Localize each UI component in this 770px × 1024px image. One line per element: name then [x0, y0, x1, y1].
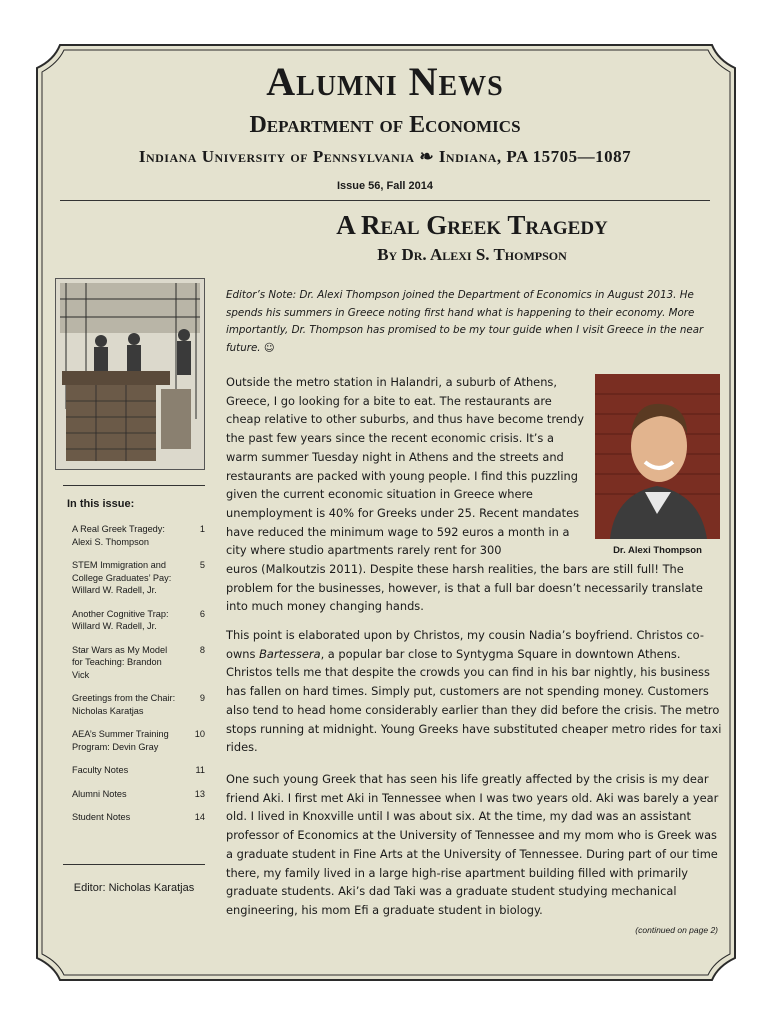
- toc-bottom-rule: [63, 864, 205, 865]
- toc-item-title: Student Notes: [72, 812, 131, 822]
- bar-name: Bartessera: [259, 646, 321, 661]
- issue-label: Issue 56, Fall 2014: [336, 180, 433, 192]
- toc-item-title: Alumni Notes: [72, 788, 127, 799]
- toc-item-title: STEM Immigration and College Graduates’ Pay: Willard W. Radell, Jr.: [72, 560, 172, 595]
- article-title: A Real Greek Tragedy: [336, 210, 608, 240]
- toc-item[interactable]: [63, 559, 205, 597]
- paragraph-text: , a popular bar close to Syntygma Square in downtown Athens. Christos tells me that despite the crowds you can find in his bar nightly, his business has fallen on hard times. Simply put, customers are not spending money. Customers also tend to head home considerably earlier than they did before the crisis. The metro stops running at midnight. Young Greeks have substituted cheaper metro rides for taxi rides.: [226, 646, 722, 755]
- toc-item[interactable]: [63, 764, 205, 777]
- engraving-illustration: [55, 278, 205, 470]
- article-paragraph: euros (Malkoutzis 2011). Despite these harsh realities, the bars are still full! The problem for the businesses, however, is that a full bar doesn’t necessarily translate into much money changing hands.: [226, 562, 703, 614]
- author-photo: [595, 374, 720, 539]
- article-byline: By Dr. Alexi S. Thompson: [377, 245, 567, 264]
- masthead-divider: [60, 200, 710, 201]
- toc-heading: In this issue:: [67, 498, 135, 510]
- continued-note: (continued on page 2): [635, 925, 718, 935]
- paragraph-text: This point is elaborated upon by Christos, my cousin Nadia’s boyfriend. Christos co-owns: [226, 628, 704, 661]
- toc-item-title: AEA’s Summer Training Program: Devin Gray: [72, 729, 169, 752]
- editor-credit: Editor: Nicholas Karatjas: [73, 882, 195, 894]
- toc-item-page: 6: [199, 608, 205, 619]
- toc-item[interactable]: [63, 644, 205, 682]
- article-paragraph: Outside the metro station in Halandri, a suburb of Athens, Greece, I go looking for a bite to eat. The restaurants are cheap relative to other suburbs, and thus have become trendy the past few years since the recent economic crisis. It’s a warm summer Tuesday night in Athens and the streets and restaurants are packed with young people. I find this puzzling given the current economic situation in Greece where unemployment is 40% for Greeks under 25. Recent mandates have reduced the minimum wage to 592 euros a month in a city where studio apartments rarely rent for 300: [226, 375, 584, 558]
- toc-item-page: 8: [199, 644, 205, 655]
- department-name: Department of Economics: [249, 112, 521, 138]
- toc-item[interactable]: [63, 728, 205, 753]
- toc-item-page: 13: [194, 788, 205, 799]
- toc-item-page: 14: [194, 812, 205, 822]
- toc-item-title: Faculty Notes: [72, 765, 129, 775]
- toc-item-page: 1: [199, 524, 205, 534]
- toc-item-page: 11: [195, 765, 205, 775]
- article-paragraph: One such young Greek that has seen his life greatly affected by the crisis is my dear friend Aki. I first met Aki in Tennessee when I was two years old. Aki was barely a year old. I lived in Knoxville until I was about six. At the time, my dad was an assistant professor of Economics at the University of Tennessee and my mom who is Greek was a graduate student in Fine Arts at the University of Tennessee. During part of our time there, my family lived in a large high‑rise apartment building filled with primarily graduate students. Aki’s dad Taki was a graduate student studying mechanical engineering, his mom Efi a graduate student in biology.: [226, 772, 719, 917]
- toc-item-title: Another Cognitive Trap: Willard W. Radell, Jr.: [72, 608, 169, 631]
- article-paragraph: [226, 626, 722, 757]
- toc-item-title: A Real Greek Tragedy: Alexi S. Thompson: [72, 524, 165, 547]
- toc-item-page: 10: [194, 729, 205, 739]
- editors-note: Editor’s Note: Dr. Alexi Thompson joined the Department of Economics in August 2013. He spends his summers in Greece noting first hand what is happening to their economy. More importantly, Dr. Thompson has promised to be my tour guide when I visit Greece in the near future. ☺: [226, 289, 704, 354]
- toc-item[interactable]: [63, 788, 205, 801]
- university-line: Indiana University of Pennsylvania ❧ Indiana, PA 15705—1087: [138, 147, 632, 166]
- toc-item[interactable]: [63, 523, 205, 548]
- table-of-contents: [63, 485, 205, 835]
- toc-item-title: Greetings from the Chair: Nicholas Karatjas: [72, 693, 176, 716]
- toc-item[interactable]: [63, 608, 205, 633]
- toc-item[interactable]: [63, 692, 205, 717]
- toc-item-title: Star Wars as My Model for Teaching: Brandon Vick: [72, 644, 168, 680]
- toc-item-page: 5: [199, 560, 205, 570]
- toc-item[interactable]: [63, 811, 205, 824]
- newsletter-title: Alumni News: [266, 59, 504, 104]
- photo-caption: Dr. Alexi Thompson: [613, 545, 702, 556]
- toc-item-page: 9: [199, 693, 205, 703]
